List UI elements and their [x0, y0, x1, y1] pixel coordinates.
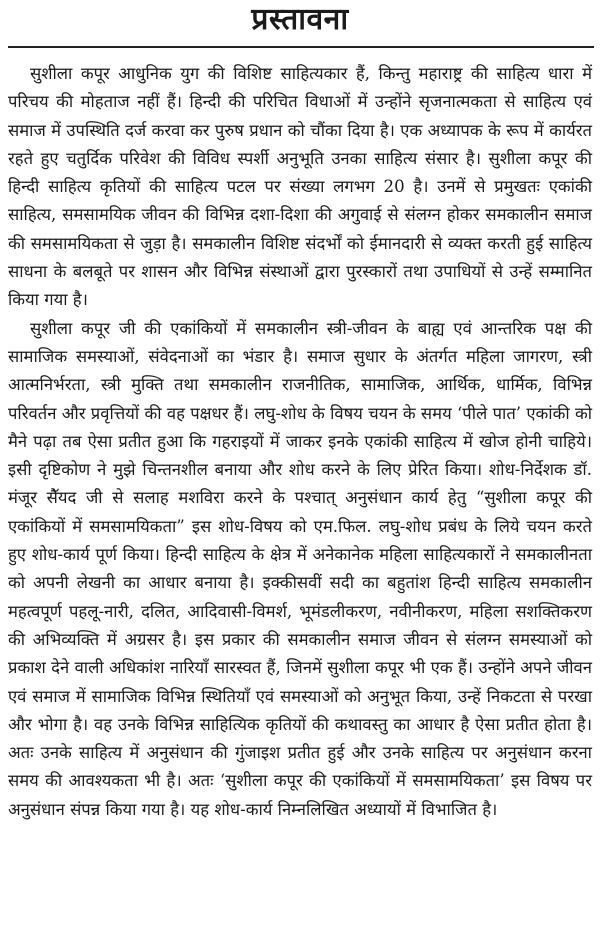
paragraph-1: सुशीला कपूर आधुनिक युग की विशिष्ट साहित्यकार हैं, किन्तु महाराष्ट्र की साहित्य धारा में परिचय की मोहताज नहीं हैं। हिन्दी की परिचित विधाओं में उन्होंने सृजनात्मकता से साहित्य एवं समाज में उपस्थिति दर्ज करवा कर पुरुष प्रधान को चौंका दिया है। एक अध्यापक के रूप में कार्यरत रहते हुए चतुर्दिक परिवेश की विविध स्पर्शी अनुभूति उनका साहित्य संसार है। सुशीला कपूर की हिन्दी साहित्य कृतियों की साहित्य पटल पर संख्या लगभग 20 है। उनमें से प्रमुखतः एकांकी साहित्य, समसामयिक जीवन की विभिन्न दशा-दिशा की अगुवाई से संलग्न होकर समकालीन समाज की समसामयिकता से जुड़ा है। समकालीन विशिष्ट संदर्भों को ईमानदारी से व्यक्त करती हुई साहित्य साधना के बलबूते पर शासन और विभिन्न संस्थाओं द्वारा पुरस्कारों तथा उपाधियों से उन्हें सम्मानित किया गया है।: [8, 64, 592, 310]
document-body: [8, 60, 592, 824]
page-title: प्रस्तावना: [251, 2, 349, 37]
paragraph-2: सुशीला कपूर जी की एकांकियों में समकालीन स्त्री-जीवन के बाह्य एवं आन्तरिक पक्ष की सामाजिक समस्याओं, संवेदनाओं का भंडार है। समाज सुधार के अंतर्गत महिला जागरण, स्त्री आत्मनिर्भरता, स्त्री मुक्ति तथा समकालीन राजनीतिक, सामाजिक, आर्थिक, धार्मिक, विभिन्न परिवर्तन और प्रवृत्तियों की वह पक्षधर हैं। लघु-शोध के विषय चयन के समय ‘पीले पात’ एकांकी को मैने पढ़ा तब ऐसा प्रतीत हुआ कि गहराइयों में जाकर इनके एकांकी साहित्य में खोज होनी चाहिये। इसी दृष्टिकोण ने मुझे चिन्तनशील बनाया और शोध करने के लिए प्रेरित किया। शोध-निर्देशक डॉ. मंजूर सैॅयद जी से सलाह मशविरा करने के पश्चात् अनुसंधान कार्य हेतु “सुशीला कपूर की एकांकियों में समसामयिकता” इस शोध-विषय को एम.फिल. लघु-शोध प्रबंध के लिये चयन करते हुए शोध-कार्य पूर्ण किया। हिन्दी साहित्य के क्षेत्र में अनेकानेक महिला साहित्यकारों ने समकालीनता को अपनी लेखनी का आधार बनाया है। इक्कीसवीं सदी का बहुतांश हिन्दी साहित्य समकालीन महत्वपूर्ण पहलू-नारी, दलित, आदिवासी-विमर्श, भूमंडलीकरण, नवीनीकरण, महिला सशक्तिकरण की अभिव्यक्ति में अग्रसर है। इस प्रकार की समकालीन समाज जीवन से संलग्न समस्याओं को प्रकाश देने वाली अधिकांश नारियाँ सारस्वत हैं, जिनमें सुशीला कपूर भी एक हैं। उन्होंने अपने जीवन एवं समाज में सामाजिक विभिन्न स्थितियाँ एवं समस्याओं को अनुभूत किया, उन्हें निकटता से परखा और भोगा है। वह उनके विभिन्न साहित्यिक कृतियों की कथावस्तु का आधार है ऐसा प्रतीत होता है। अतः उनके साहित्य में अनुसंधान की गुंजाइश प्रतीत हुई और उनके साहित्य पर अनुसंधान करना समय की आवश्यकता भी है। अतः ‘सुशीला कपूर की एकांकियों में समसामयिकता’ इस विषय पर अनुसंधान संपन्न किया गया है। यह शोध-कार्य निम्नलिखित अध्यायों में विभाजित है।: [8, 318, 592, 819]
title-underline: [8, 46, 594, 48]
